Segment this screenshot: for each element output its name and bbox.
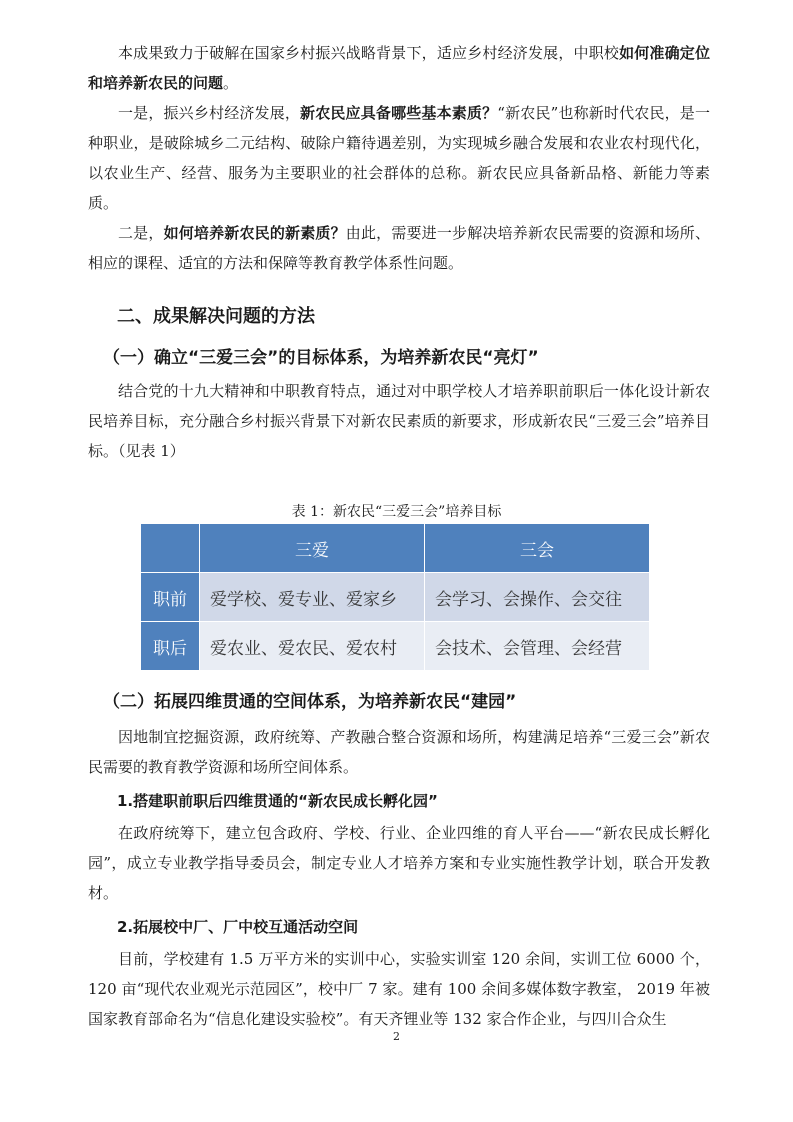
- item-heading-1: 1.搭建职前职后四维贯通的“新农民成长孵化园”: [117, 792, 438, 810]
- paragraph-goals: 结合党的十九大精神和中职教育特点，通过对中职学校人才培养职前职后一体化设计新农民培养目标，充分融合乡村振兴背景下对新农民素质的新要求，形成新农民“三爱三会”培养目标。（见表 1）: [88, 382, 710, 460]
- emphasis-text: 如何培养新农民的新素质？: [163, 224, 346, 242]
- table-row: [141, 622, 650, 671]
- section-heading: 二、成果解决问题的方法: [117, 306, 315, 327]
- goals-intro: [88, 376, 710, 466]
- paragraph-second: 二是，如何培养新农民的新素质？由此，需要进一步解决培养新农民需要的资源和场所、相应的课程、适宜的方法和保障等教育教学体系性问题。: [88, 224, 710, 272]
- emphasis-text: 如何准确定位和培养新农民的问题: [88, 44, 710, 92]
- subsection-heading-2: （二）拓展四维贯通的空间体系，为培养新农民“建园”: [103, 692, 517, 712]
- table-cell: 会技术、会管理、会经营: [425, 622, 650, 671]
- row-header: 职前: [141, 573, 200, 622]
- table-caption: 表 1：新农民“三爱三会”培养目标: [291, 504, 502, 520]
- paragraph-first: 一是，振兴乡村经济发展，新农民应具备哪些基本素质？“新农民”也称新时代农民，是一种职业，是破除城乡二元结构、破除户籍待遇差别，为实现城乡融合发展和农业农村现代化，以农业生产、经营、服务为主要职业的社会群体的总称。新农民应具备新品格、新能力等素质。: [88, 104, 710, 212]
- paragraph-space: 因地制宜挖掘资源，政府统筹、产教融合整合资源和场所，构建满足培养“三爱三会”新农民需要的教育教学资源和场所空间体系。: [88, 728, 710, 776]
- column-header: 三爱: [200, 524, 425, 573]
- table-cell: 爱农业、爱农民、爱农村: [200, 622, 425, 671]
- factory-section: [88, 944, 710, 1034]
- incubator-section: [88, 818, 710, 908]
- table-corner-cell: [141, 524, 200, 573]
- paragraph-intro: 本成果致力于破解在国家乡村振兴战略背景下，适应乡村经济发展，中职校如何准确定位和培养新农民的问题。: [88, 44, 710, 92]
- intro-section: [88, 38, 710, 278]
- row-header: 职后: [141, 622, 200, 671]
- paragraph-factory: 目前，学校建有 1.5 万平方米的实训中心，实验实训室 120 余间，实训工位 6000 个，120 亩“现代农业观光示范园区”，校中厂 7 家。建有 100 余间多媒体数字教室， 2019 年被国家教育部命名为“信息化建设实验校”。有天齐锂业等 132 家合作企业，与四川合众生: [88, 950, 710, 1028]
- goals-table: [140, 523, 650, 671]
- table-cell: 会学习、会操作、会交往: [425, 573, 650, 622]
- page-number: 2: [393, 1030, 400, 1043]
- emphasis-text: 新农民应具备哪些基本素质？: [300, 104, 498, 122]
- space-intro: [88, 722, 710, 782]
- subsection-heading-1: （一）确立“三爱三会”的目标体系，为培养新农民“亮灯”: [103, 348, 539, 368]
- table-row: [141, 573, 650, 622]
- column-header: 三会: [425, 524, 650, 573]
- table-header-row: [141, 524, 650, 573]
- table-cell: 爱学校、爱专业、爱家乡: [200, 573, 425, 622]
- paragraph-incubator: 在政府统筹下，建立包含政府、学校、行业、企业四维的育人平台——“新农民成长孵化园”，成立专业教学指导委员会，制定专业人才培养方案和专业实施性教学计划，联合开发教材。: [88, 824, 710, 902]
- item-heading-2: 2.拓展校中厂、厂中校互通活动空间: [117, 918, 359, 936]
